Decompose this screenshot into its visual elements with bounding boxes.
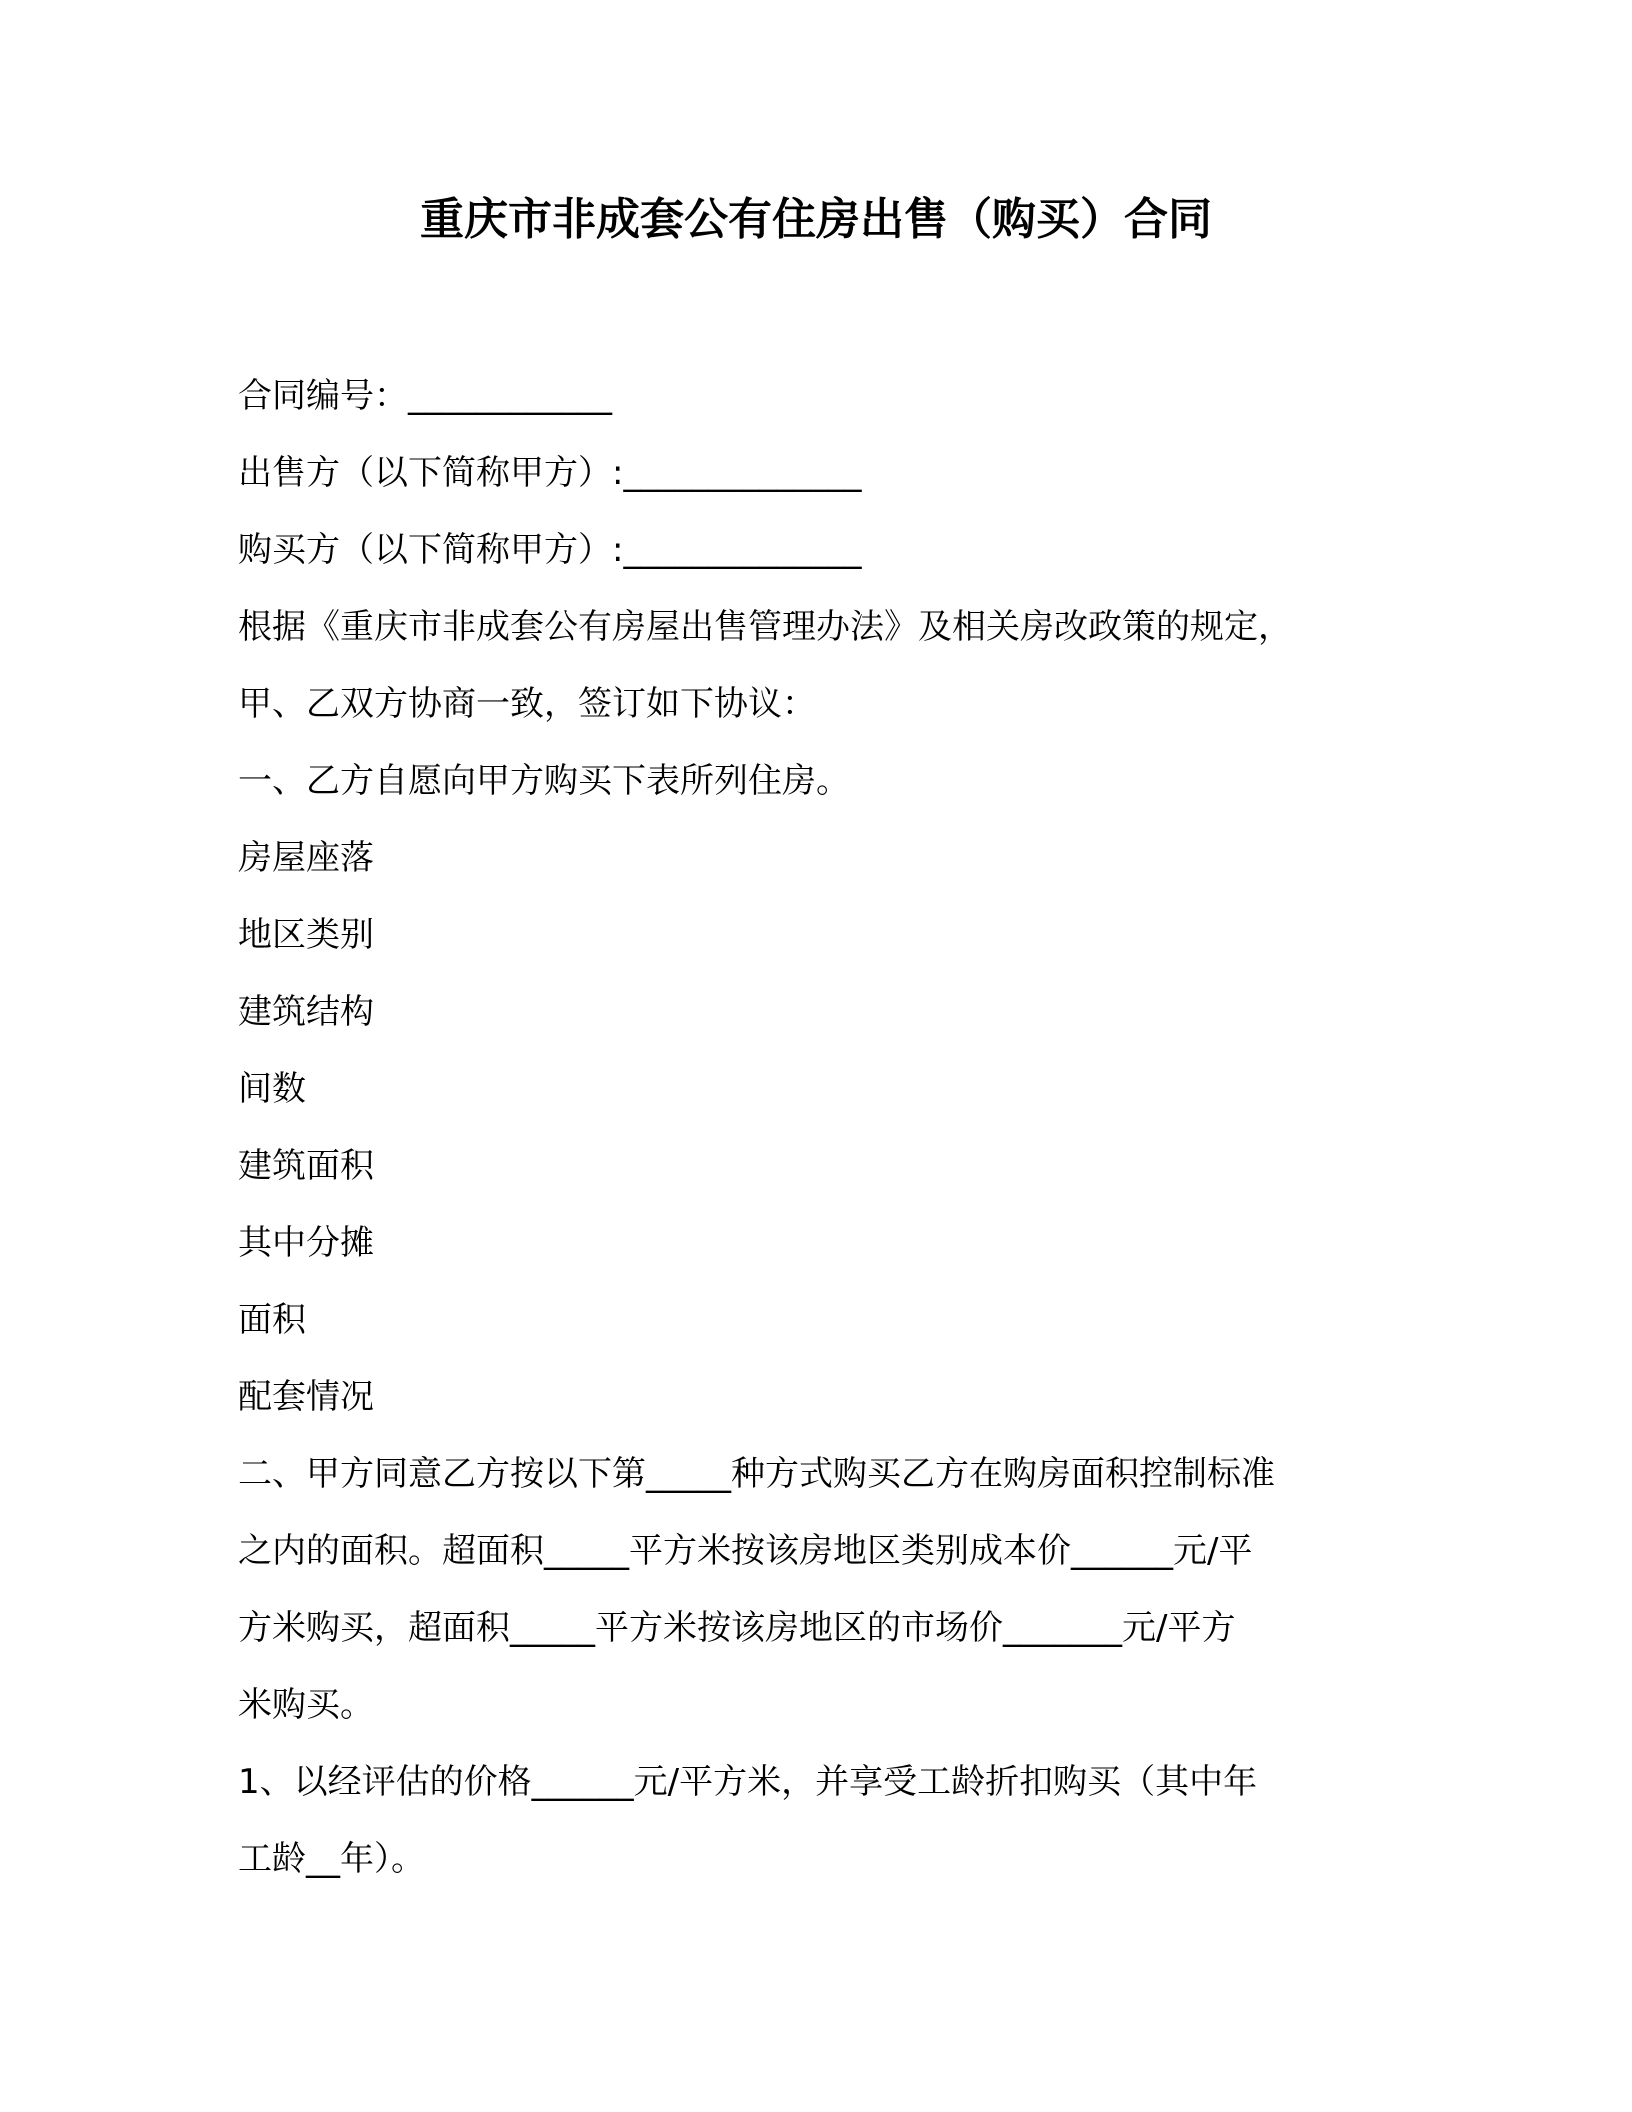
room-count-label: 间数 — [238, 1069, 306, 1109]
buyer-line: 购买方（以下简称甲方）:______________ — [238, 530, 862, 570]
preamble-line-2: 甲、乙双方协商一致，签订如下协议： — [238, 684, 816, 724]
facilities-label: 配套情况 — [238, 1377, 374, 1417]
contract-number-line: 合同编号：____________ — [238, 376, 612, 416]
region-category-label: 地区类别 — [238, 915, 374, 955]
shared-portion-label: 其中分摊 — [238, 1223, 374, 1263]
area-label: 面积 — [238, 1300, 306, 1340]
building-area-label: 建筑面积 — [238, 1146, 374, 1186]
preamble-line-1: 根据《重庆市非成套公有房屋出售管理办法》及相关房改政策的规定， — [238, 607, 1292, 647]
clause-one-heading: 一、乙方自愿向甲方购买下表所列住房。 — [238, 761, 850, 801]
building-structure-label: 建筑结构 — [238, 992, 374, 1032]
clause-two-line-3: 方米购买，超面积_____平方米按该房地区的市场价_______元/平方 — [238, 1608, 1236, 1648]
option-one-line-2: 工龄__年）。 — [238, 1839, 425, 1879]
document-title: 重庆市非成套公有住房出售（购买）合同 — [420, 194, 1212, 245]
property-location-label: 房屋座落 — [238, 838, 374, 878]
clause-two-line-1: 二、甲方同意乙方按以下第_____种方式购买乙方在购房面积控制标准 — [238, 1454, 1275, 1494]
seller-line: 出售方（以下简称甲方）:______________ — [238, 453, 862, 493]
clause-two-line-2: 之内的面积。超面积_____平方米按该房地区类别成本价______元/平 — [238, 1531, 1253, 1571]
document-body — [238, 358, 1398, 1898]
clause-two-line-4: 米购买。 — [238, 1685, 374, 1725]
option-one-line-1: 1、以经评估的价格______元/平方米，并享受工龄折扣购买（其中年 — [238, 1762, 1258, 1802]
